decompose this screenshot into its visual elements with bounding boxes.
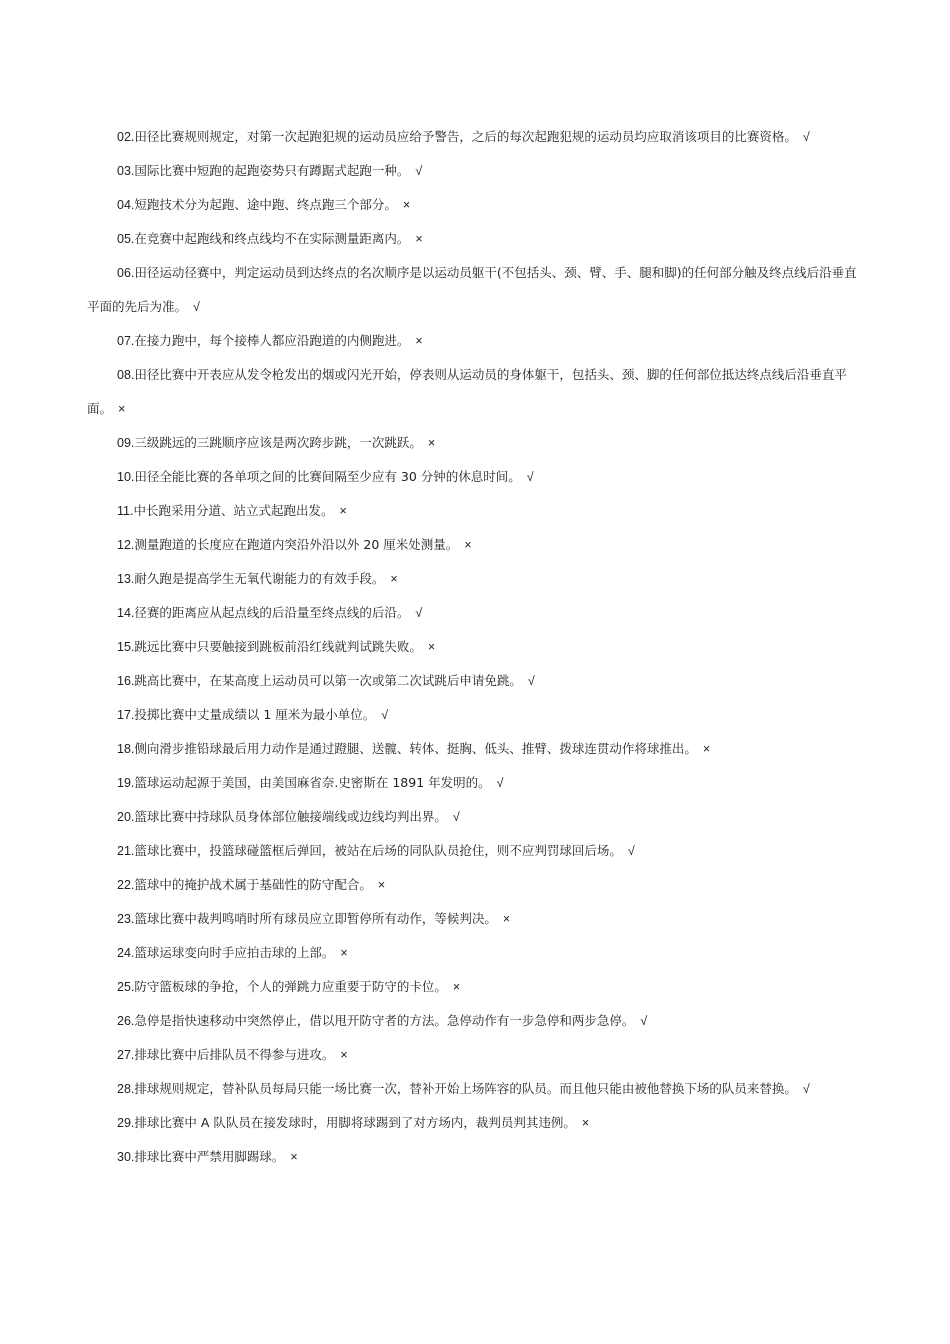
item-text: 短跑技术分为起跑、途中跑、终点跑三个部分。 [134,197,397,212]
item-number: 30. [117,1150,135,1164]
list-item [87,222,867,256]
item-text: 田径比赛规则规定，对第一次起跑犯规的运动员应给予警告，之后的每次起跑犯规的运动员均应取消该项目的比赛资格。 [134,129,797,144]
item-number: 20. [117,810,135,824]
answer-mark: × [118,402,126,416]
item-number: 02. [117,130,135,144]
list-item [87,1004,867,1038]
list-item [87,188,867,222]
answer-mark: × [340,1048,348,1062]
list-item [87,698,867,732]
item-number: 13. [117,572,135,586]
item-number: 09. [117,436,135,450]
question-list [87,120,867,1174]
item-number: 18. [117,742,135,756]
item-number: 15. [117,640,135,654]
list-item [87,358,867,426]
item-number: 04. [117,198,135,212]
answer-mark: × [415,232,423,246]
answer-mark: √ [415,164,423,178]
item-text: 投掷比赛中丈量成绩以 1 厘米为最小单位。 [134,707,376,722]
answer-mark: × [290,1150,298,1164]
item-text: 侧向滑步推铅球最后用力动作是通过蹬腿、送髋、转体、挺胸、低头、推臂、拨球连贯动作将球推出。 [134,741,697,756]
list-item [87,1038,867,1072]
item-number: 26. [117,1014,135,1028]
item-text: 跳远比赛中只要触接到跳板前沿红线就判试跳失败。 [134,639,422,654]
list-item [87,256,867,324]
item-text: 排球规则规定，替补队员每局只能一场比赛一次，替补开始上场阵容的队员。而且他只能由被他替换下场的队员来替换。 [134,1081,797,1096]
answer-mark: √ [415,606,423,620]
item-text: 篮球比赛中持球队员身体部位触接端线或边线均判出界。 [134,809,447,824]
answer-mark: × [339,504,347,518]
item-text: 国际比赛中短跑的起跑姿势只有蹲踞式起跑一种。 [134,163,410,178]
item-text: 急停是指快速移动中突然停止，借以甩开防守者的方法。急停动作有一步急停和两步急停。 [134,1013,635,1028]
list-item [87,664,867,698]
item-text: 防守篮板球的争抢，个人的弹跳力应重要于防守的卡位。 [134,979,447,994]
item-text: 篮球运动起源于美国，由美国麻省奈.史密斯在 1891 年发明的。 [134,775,491,790]
item-text: 排球比赛中严禁用脚踢球。 [134,1149,285,1164]
item-number: 22. [117,878,135,892]
list-item [87,596,867,630]
item-number: 27. [117,1048,135,1062]
list-item [87,766,867,800]
list-item [87,324,867,358]
item-text: 在接力跑中，每个接棒人都应沿跑道的内侧跑进。 [134,333,410,348]
answer-mark: √ [452,810,460,824]
item-text: 田径全能比赛的各单项之间的比赛间隔至少应有 30 分钟的休息时间。 [134,469,521,484]
answer-mark: × [390,572,398,586]
list-item [87,1140,867,1174]
answer-mark: √ [802,130,810,144]
item-number: 10. [117,470,135,484]
item-number: 11. [117,504,134,518]
item-text: 田径运动径赛中，判定运动员到达终点的名次顺序是以运动员躯干(不包括头、颈、臂、手、腿和脚)的任何部分触及终点线后沿垂直平面的先后为准。 [87,265,857,314]
item-number: 23. [117,912,135,926]
list-item [87,528,867,562]
answer-mark: × [402,198,411,212]
list-item [87,970,867,1004]
answer-mark: √ [802,1082,810,1096]
list-item [87,426,867,460]
item-text: 径赛的距离应从起点线的后沿量至终点线的后沿。 [134,605,410,620]
answer-mark: √ [640,1014,648,1028]
item-text: 三级跳远的三跳顺序应该是两次跨步跳，一次跳跃。 [134,435,422,450]
item-number: 05. [117,232,135,246]
answer-mark: √ [527,674,535,688]
item-text: 田径比赛中开表应从发令枪发出的烟或闪光开始，停表则从运动员的身体躯干，包括头、颈、脚的任何部位抵达终点线后沿垂直平面。 [87,367,847,416]
answer-mark: × [502,912,511,926]
answer-mark: × [427,436,436,450]
item-number: 19. [117,776,135,790]
item-number: 24. [117,946,135,960]
list-item [87,732,867,766]
list-item [87,834,867,868]
list-item [87,154,867,188]
list-item [87,800,867,834]
item-number: 28. [117,1082,135,1096]
answer-mark: × [427,640,436,654]
answer-mark: × [340,946,348,960]
item-number: 14. [117,606,135,620]
answer-mark: × [464,538,472,552]
item-number: 21. [117,844,135,858]
item-number: 12. [117,538,135,552]
item-number: 25. [117,980,135,994]
list-item [87,1106,867,1140]
list-item [87,562,867,596]
item-text: 篮球比赛中，投篮球碰篮框后弹回，被站在后场的同队队员抢住，则不应判罚球回后场。 [134,843,622,858]
item-text: 中长跑采用分道、站立式起跑出发。 [133,503,334,518]
list-item [87,494,867,528]
item-number: 06. [117,266,135,280]
item-number: 16. [117,674,135,688]
answer-mark: × [377,878,386,892]
answer-mark: × [415,334,423,348]
item-text: 耐久跑是提高学生无氧代谢能力的有效手段。 [134,571,385,586]
item-text: 测量跑道的长度应在跑道内突沿外沿以外 20 厘米处测量。 [134,537,459,552]
answer-mark: √ [193,300,200,314]
item-text: 排球比赛中后排队员不得参与进攻。 [134,1047,335,1062]
list-item [87,460,867,494]
list-item [87,868,867,902]
answer-mark: √ [496,776,504,790]
item-text: 篮球运球变向时手应拍击球的上部。 [134,945,335,960]
list-item [87,1072,867,1106]
item-number: 07. [117,334,135,348]
answer-mark: √ [381,708,389,722]
item-number: 03. [117,164,135,178]
item-number: 17. [117,708,135,722]
item-text: 在竞赛中起跑线和终点线均不在实际测量距离内。 [134,231,410,246]
item-text: 排球比赛中 A 队队员在接发球时，用脚将球踢到了对方场内，裁判员判其违例。 [134,1115,576,1130]
answer-mark: √ [627,844,635,858]
answer-mark: × [452,980,461,994]
list-item [87,936,867,970]
list-item [87,120,867,154]
list-item [87,630,867,664]
item-number: 29. [117,1116,135,1130]
answer-mark: × [702,742,711,756]
item-number: 08. [117,368,135,382]
answer-mark: √ [526,470,534,484]
item-text: 篮球比赛中裁判鸣哨时所有球员应立即暂停所有动作，等候判决。 [134,911,497,926]
item-text: 跳高比赛中，在某高度上运动员可以第一次或第二次试跳后申请免跳。 [134,673,522,688]
item-text: 篮球中的掩护战术属于基础性的防守配合。 [134,877,372,892]
list-item [87,902,867,936]
answer-mark: × [581,1116,590,1130]
